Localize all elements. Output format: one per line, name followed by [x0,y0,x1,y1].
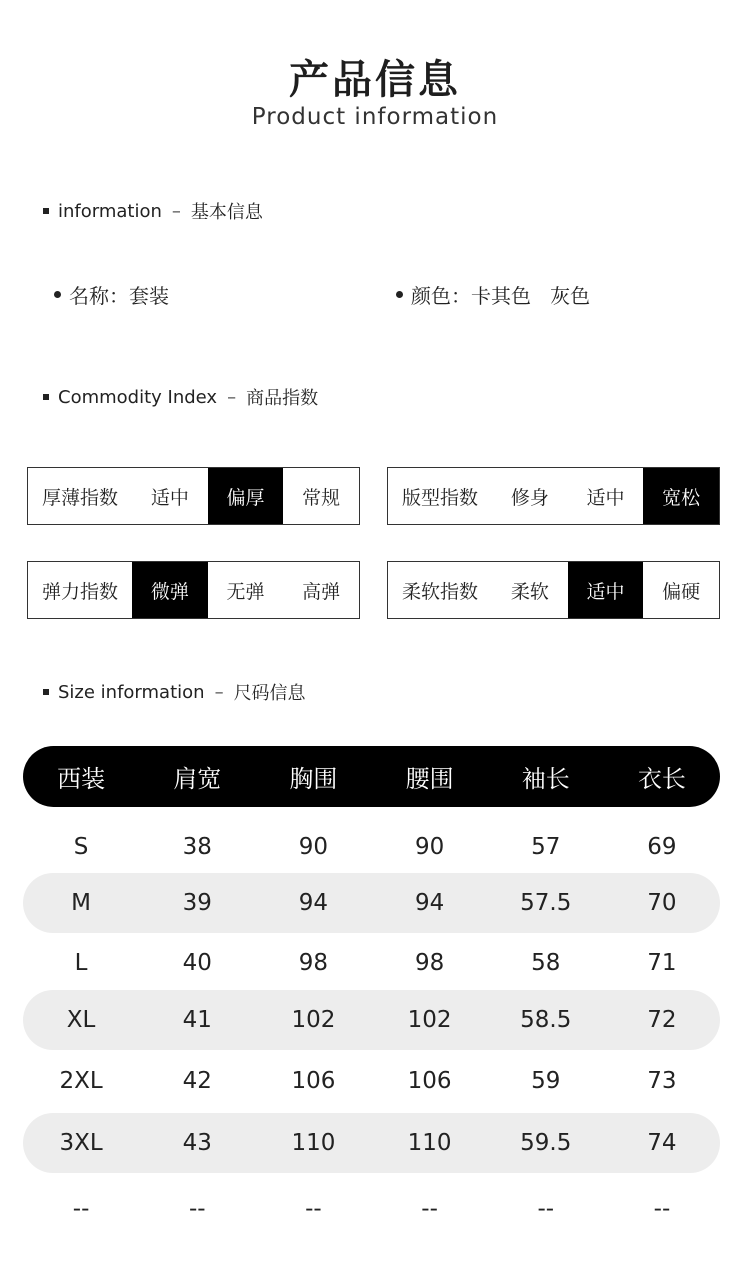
section-separator: – [227,386,237,408]
table-row [23,873,720,933]
index-option: 适中 [586,486,625,509]
table-cell: 69 [647,834,677,860]
section-label-cn: 基本信息 [190,202,263,223]
table-cell: 110 [291,1130,336,1156]
table-row [23,933,720,993]
column-header: 腰围 [405,765,454,793]
table-cell: 58.5 [520,1007,572,1033]
index-box-elasticity [27,561,360,619]
table-cell: 57.5 [520,890,572,916]
table-cell: 41 [182,1007,212,1033]
index-option: 偏硬 [662,580,701,603]
table-cell: 74 [647,1130,677,1156]
column-header: 西装 [57,765,106,793]
table-row [23,1179,720,1239]
table-cell: -- [537,1196,555,1222]
index-option: 柔软 [510,580,549,603]
table-row [23,1113,720,1173]
table-cell: 42 [182,1068,212,1094]
info-name-text: 名称：套装 [69,284,169,308]
table-cell: 72 [647,1007,677,1033]
index-box-softness [387,561,720,619]
table-cell: 106 [407,1068,452,1094]
table-cell: 73 [647,1068,677,1094]
table-cell: 90 [414,834,445,860]
column-header: 衣长 [637,765,686,793]
bullet-square-icon [43,208,49,214]
bullet-dot-icon [396,291,403,298]
table-cell: -- [72,1196,90,1222]
table-cell: 59.5 [520,1130,572,1156]
section-separator: – [171,200,181,222]
section-size-info [43,679,306,705]
bullet-square-icon [43,689,49,695]
section-label-en: Commodity Index [58,386,218,408]
table-cell: 102 [407,1007,452,1033]
section-label-cn: 商品指数 [246,388,319,409]
table-cell: L [74,950,88,976]
page-title: 产品信息 [289,57,461,103]
index-option: 高弹 [302,580,341,603]
table-row [23,817,720,877]
table-cell: 94 [298,890,329,916]
index-label: 版型指数 [401,486,478,509]
info-color [396,280,590,309]
section-label-en: information [58,200,162,222]
table-cell: 98 [414,950,445,976]
table-row [23,990,720,1050]
column-header: 袖长 [521,765,570,793]
section-separator: – [214,681,224,703]
table-cell: 71 [647,950,677,976]
table-cell: -- [188,1196,206,1222]
table-cell: 106 [291,1068,336,1094]
index-option: 适中 [150,486,189,509]
section-label-en: Size information [58,681,205,703]
index-option-selected: 偏厚 [208,468,284,524]
section-label-cn: 尺码信息 [233,683,306,704]
size-table-header [23,746,720,807]
table-cell: 98 [298,950,329,976]
page-subtitle: Product information [251,104,499,130]
column-header: 胸围 [289,765,338,793]
table-cell: 58 [531,950,561,976]
bullet-dot-icon [54,291,61,298]
index-option: 无弹 [226,580,265,603]
index-option-selected: 适中 [568,562,644,618]
index-option-selected: 宽松 [643,468,719,524]
table-cell: 102 [291,1007,336,1033]
table-cell: -- [421,1196,438,1222]
index-option: 常规 [302,486,341,509]
bullet-square-icon [43,394,49,400]
table-cell: M [71,890,92,916]
table-cell: -- [653,1196,671,1222]
index-box-thickness [27,467,360,525]
table-cell: 2XL [59,1068,103,1094]
table-cell: 57 [531,834,561,860]
table-cell: 110 [407,1130,452,1156]
index-box-fit [387,467,720,525]
table-cell: 3XL [59,1130,103,1156]
index-label: 弹力指数 [41,580,118,603]
table-cell: S [73,834,89,860]
table-cell: 38 [182,834,212,860]
table-cell: -- [305,1196,322,1222]
index-option: 修身 [510,486,549,509]
table-cell: 43 [182,1130,212,1156]
table-cell: 39 [182,890,212,916]
column-header: 肩宽 [173,765,222,793]
table-cell: 40 [182,950,212,976]
info-color-text: 颜色：卡其色 灰色 [411,284,591,308]
info-name [54,280,169,309]
section-commodity-index [43,384,318,410]
index-label: 厚薄指数 [41,486,118,509]
table-cell: 90 [298,834,329,860]
table-cell: XL [66,1007,96,1033]
index-option-selected: 微弹 [132,562,208,618]
table-row [23,1051,720,1111]
section-basic-info [43,198,263,224]
table-cell: 94 [414,890,445,916]
table-cell: 59 [531,1068,561,1094]
table-cell: 70 [647,890,677,916]
index-label: 柔软指数 [401,580,478,603]
